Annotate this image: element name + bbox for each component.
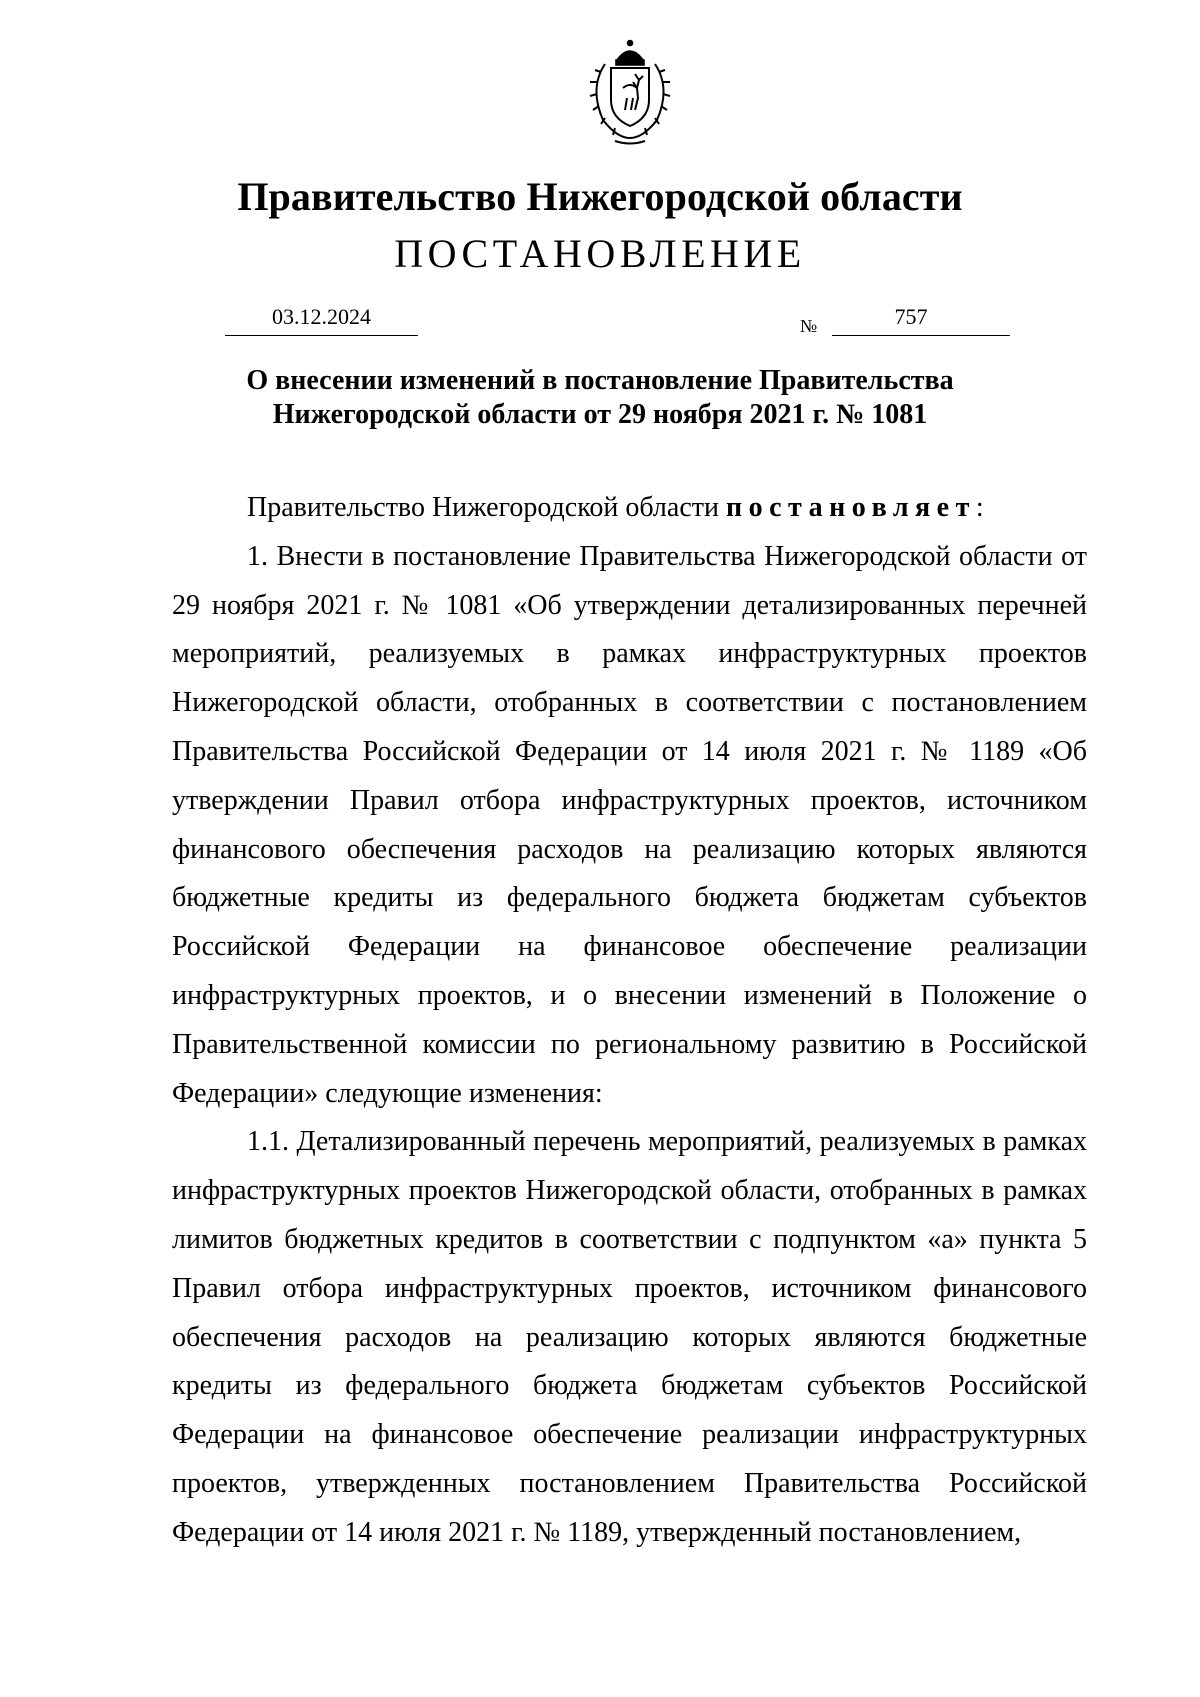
document-number-value: 757: [894, 304, 928, 329]
document-date-value: 03.12.2024: [272, 304, 371, 329]
intro-prefix: Правительство Нижегородской области: [247, 492, 726, 523]
document-type: ПОСТАНОВЛЕНИЕ: [394, 231, 806, 276]
organization-name: Правительство Нижегородской области: [237, 174, 963, 219]
coat-of-arms-icon: [575, 38, 685, 148]
document-title-line-2: Нижегородской области от 29 ноября 2021 г. № 1081: [272, 399, 928, 430]
document-number: [832, 305, 1010, 336]
paragraph-1: 1. Внести в постановление Правительства Нижегородской области от 29 ноября 2021 г. № 1081 «Об утверждении детализированных перечней мероприятий, реализуемых в рамках инфраструктурных проектов Нижегородской области, отобранных в соответствии с постановлением Правительства Российской Федерации от 14 июля 2021 г. № 1189 «Об утверждении Правил отбора инфраструктурных проектов, источником финансового обеспечения расходов на реализацию которых являются бюджетные кредиты из федерального бюджета бюджетам субъектов Российской Федерации на финансовое обеспечение реализации инфраструктурных проектов, и о внесении изменений в Положение о Правительственной комиссии по региональному развитию в Российской Федерации» следующие изменения:: [172, 540, 1087, 1109]
document-date: [225, 305, 418, 336]
document-title: [0, 364, 1200, 432]
document-body: [172, 484, 1087, 1558]
paragraph-1-1: 1.1. Детализированный перечень мероприятий, реализуемых в рамках инфраструктурных проектов Нижегородской области, отобранных в рамках лимитов бюджетных кредитов в соответствии с подпунктом «а» пункта 5 Правил отбора инфраструктурных проектов, источником финансового обеспечения расходов на реализацию которых являются бюджетные кредиты из федерального бюджета бюджетам субъектов Российской Федерации на финансовое обеспечение реализации инфраструктурных проектов, утвержденных постановлением Правительства Российской Федерации от 14 июля 2021 г. № 1189, утвержденный постановлением,: [172, 1126, 1087, 1548]
intro-suffix: :: [975, 492, 984, 523]
document-title-line-1: О внесении изменений в постановление Правительства: [246, 365, 954, 396]
intro-paragraph: [172, 484, 1087, 533]
intro-verb: постановляет: [725, 492, 976, 523]
number-sign: №: [800, 316, 818, 336]
